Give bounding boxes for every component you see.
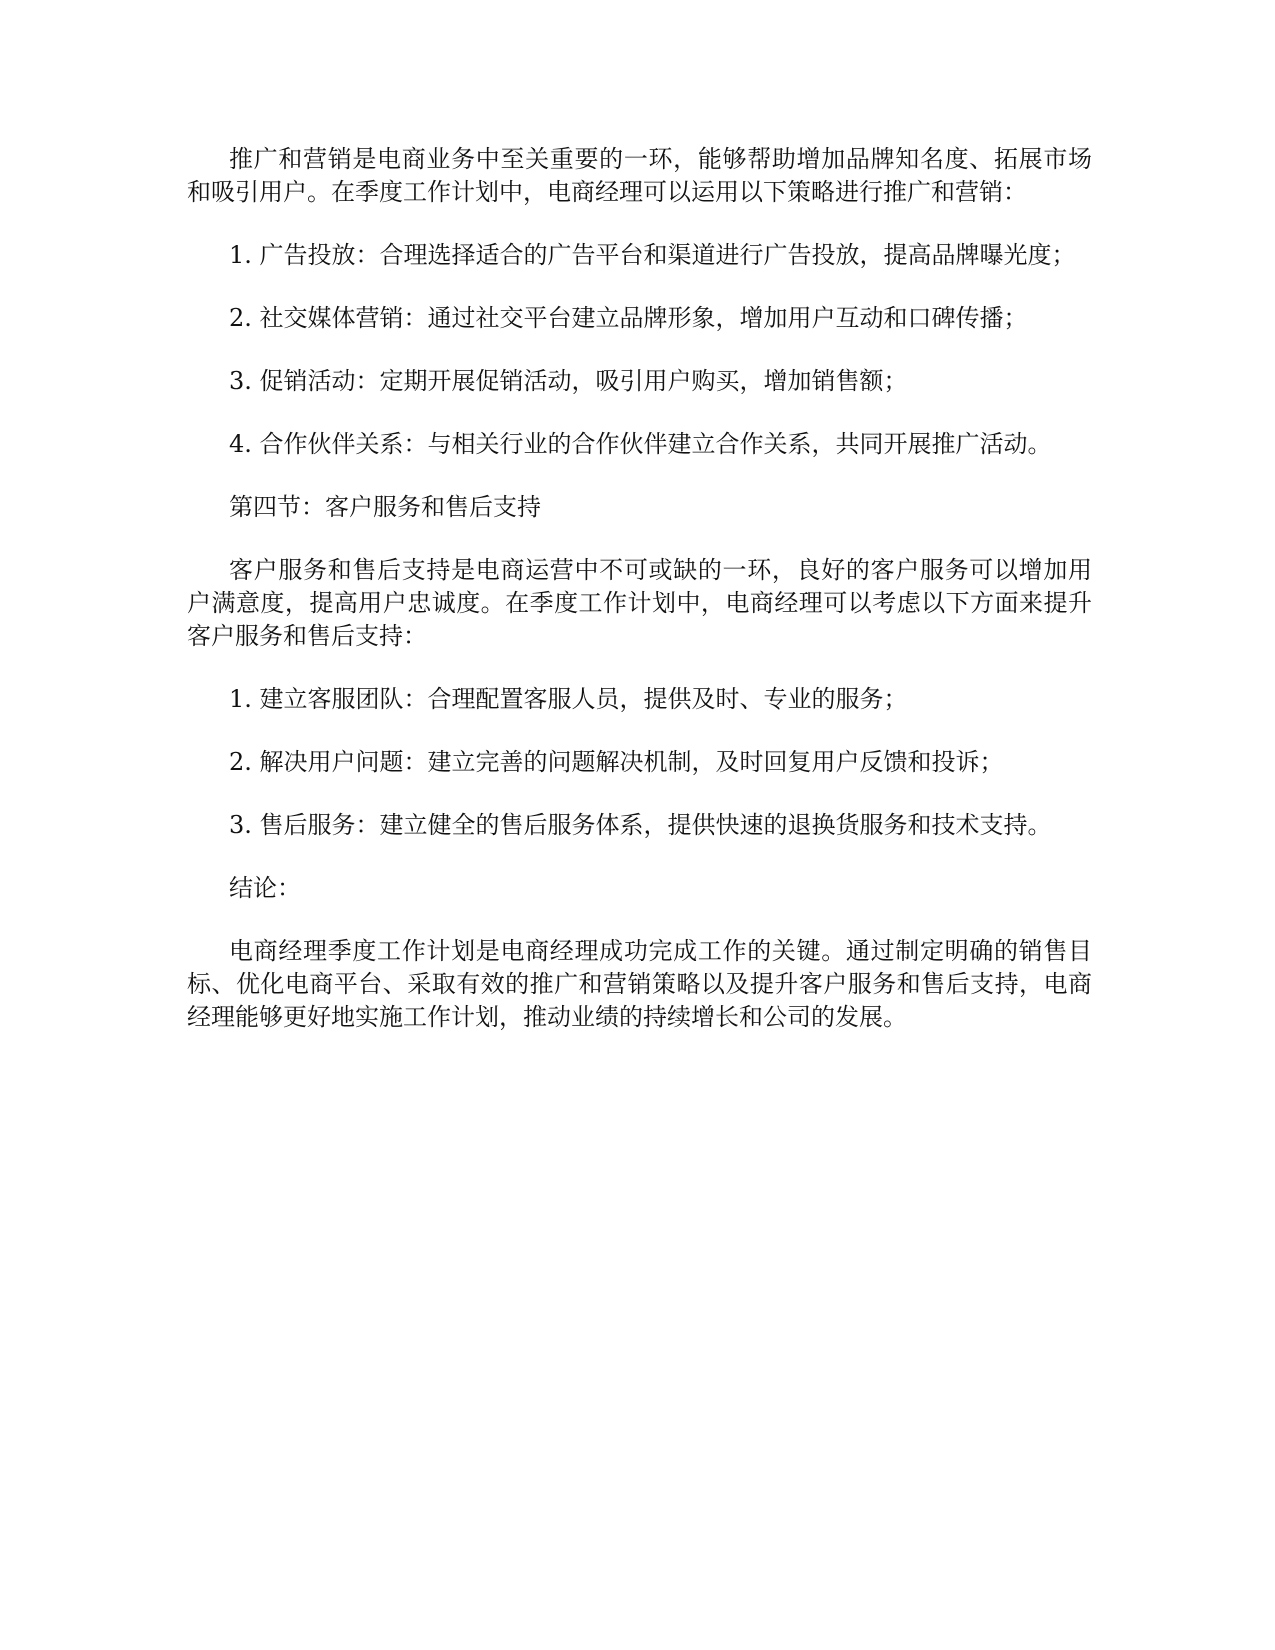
list-item-after-sales: 3. 售后服务：建立健全的售后服务体系，提供快速的退换货服务和技术支持。 (229, 811, 1052, 839)
document-body (187, 143, 1092, 1064)
paragraph-customer-service-intro: 客户服务和售后支持是电商运营中不可或缺的一环，良好的客户服务可以增加用户满意度，提高用户忠诚度。在季度工作计划中，电商经理可以考虑以下方面来提升客户服务和售后支持： (187, 556, 1092, 650)
list-item-support-team: 1. 建立客服团队：合理配置客服人员，提供及时、专业的服务； (229, 685, 908, 713)
section-heading-customer-service: 第四节：客户服务和售后支持 (229, 493, 541, 521)
list-item-issue-resolution: 2. 解决用户问题：建立完善的问题解决机制，及时回复用户反馈和投诉； (229, 748, 1004, 776)
paragraph-marketing-intro: 推广和营销是电商业务中至关重要的一环，能够帮助增加品牌知名度、拓展市场和吸引用户。在季度工作计划中，电商经理可以运用以下策略进行推广和营销： (187, 145, 1092, 206)
list-item-partners: 4. 合作伙伴关系：与相关行业的合作伙伴建立合作关系，共同开展推广活动。 (229, 430, 1052, 458)
list-item-promotions: 3. 促销活动：定期开展促销活动，吸引用户购买，增加销售额； (229, 367, 908, 395)
paragraph-conclusion: 电商经理季度工作计划是电商经理成功完成工作的关键。通过制定明确的销售目标、优化电商平台、采取有效的推广和营销策略以及提升客户服务和售后支持，电商经理能够更好地实施工作计划，推动业绩的持续增长和公司的发展。 (187, 937, 1092, 1031)
conclusion-heading: 结论： (229, 874, 301, 902)
list-item-social-media: 2. 社交媒体营销：通过社交平台建立品牌形象，增加用户互动和口碑传播； (229, 304, 1028, 332)
list-item-advertising: 1. 广告投放：合理选择适合的广告平台和渠道进行广告投放，提高品牌曝光度； (229, 241, 1076, 269)
